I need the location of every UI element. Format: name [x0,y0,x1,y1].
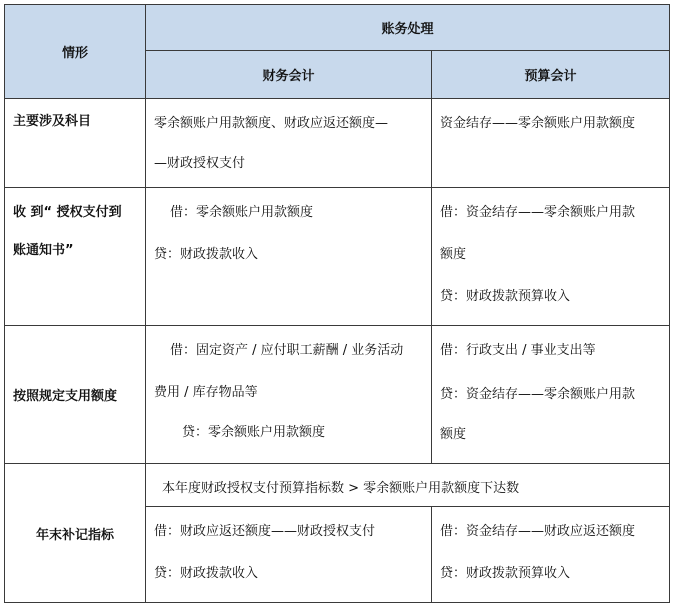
row-notice-budget [432,188,670,326]
notice-bud-line-2: 额度 [440,247,467,262]
notice-bud-line-1: 借：资金结存——零余额账户用款 [440,205,636,220]
yearend-condition-text: 本年度财政授权支付预算指标数 > 零余额账户用款额度下达数 [162,480,520,496]
row-notice-financial [146,188,432,326]
notice-label-1: 收 到“ 授权支付到 [13,205,122,220]
row-subjects-label: 主要涉及科目 [5,99,146,188]
notice-label-2: 账通知书” [13,243,74,258]
notice-bud-line-3: 贷：财政拨款预算收入 [440,289,571,304]
yearend-fin-line-2: 贷：财政拨款收入 [154,566,259,581]
accounting-table [4,4,670,603]
subjects-fin-line-2: —财政授权支付 [154,156,246,171]
row-yearend-financial [146,507,432,603]
usage-fin-line-3: 贷：零余额账户用款额度 [182,425,326,440]
row-usage-budget [432,326,670,464]
row-yearend-label: 年末补记指标 [5,464,146,603]
row-subjects-financial [146,99,432,188]
yearend-fin-line-1: 借：财政应返还额度——财政授权支付 [154,524,376,539]
notice-fin-line-2: 贷：财政拨款收入 [154,247,259,262]
yearend-bud-line-1: 借：资金结存——财政应返还额度 [440,524,636,539]
header-financial: 财务会计 [146,51,432,99]
header-budget: 预算会计 [432,51,670,99]
header-treatment: 账务处理 [146,5,670,51]
row-subjects-budget [432,99,670,188]
usage-bud-line-1: 借：行政支出 / 事业支出等 [440,343,596,358]
row-yearend-budget [432,507,670,603]
usage-bud-line-3: 额度 [440,427,467,442]
row-usage-financial [146,326,432,464]
row-yearend-condition [146,464,670,507]
subjects-fin-line-1: 零余额账户用款额度、财政应返还额度— [154,116,389,131]
usage-fin-line-2: 费用 / 库存物品等 [154,385,258,400]
subjects-bud-line-1: 资金结存——零余额账户用款额度 [440,116,636,131]
header-situation: 情形 [5,5,146,99]
usage-bud-line-2: 贷：资金结存——零余额账户用款 [440,387,636,402]
usage-fin-line-1: 借：固定资产 / 应付职工薪酬 / 业务活动 [170,343,404,358]
yearend-bud-line-2: 贷：财政拨款预算收入 [440,566,571,581]
row-usage-label: 按照规定支用额度 [5,326,146,464]
notice-fin-line-1: 借：零余额账户用款额度 [170,205,314,220]
row-notice-label [5,188,146,326]
